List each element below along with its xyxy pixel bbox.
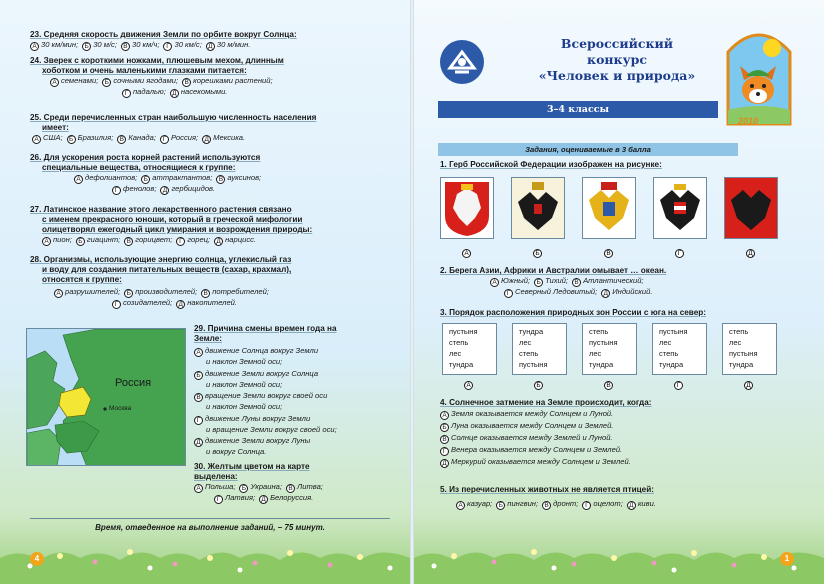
option-text: Луна оказывается между Солнцем и Землей. [451, 421, 614, 430]
option-text: Литва; [297, 482, 323, 491]
option-А[interactable] [32, 133, 63, 144]
option-text: Индийский. [612, 287, 653, 296]
option-Г[interactable] [176, 235, 210, 246]
option-text: созидателей; [123, 298, 173, 307]
coat-b-icon [512, 178, 564, 238]
option-letter-circle[interactable]: Д [214, 237, 223, 246]
option-text: Латвия; [225, 493, 256, 502]
zone-name: степь [729, 327, 749, 336]
time-note: Время, отведенное на выполнение заданий, – 75 минут. [30, 518, 390, 532]
option-Д[interactable] [601, 287, 652, 298]
option-Г[interactable] [582, 499, 622, 510]
option-letter-circle[interactable]: Д [440, 459, 449, 468]
option-Д[interactable] [627, 499, 656, 510]
option-Г[interactable] [112, 298, 172, 309]
question-5 [440, 485, 660, 510]
option-letter-circle[interactable]: Б [67, 135, 76, 144]
option-Г[interactable] [160, 133, 198, 144]
left-page [0, 0, 410, 584]
question-23-title: 23. Средняя скорость движения Земли по орбите вокруг Солнца: [30, 30, 297, 39]
coat-d-icon [654, 178, 706, 238]
question-5-options [440, 499, 660, 510]
question-3 [440, 308, 706, 318]
option-text-line-2: и наклон Земной оси; [206, 402, 283, 412]
option-В[interactable] [286, 482, 323, 493]
contest-title-line-2: конкурс [587, 52, 647, 67]
question-25 [30, 113, 316, 144]
option-Б[interactable] [440, 421, 613, 432]
option-text: оцелот; [593, 499, 623, 508]
option-letter-circle[interactable]: Д [170, 89, 179, 98]
option-А[interactable] [74, 173, 137, 184]
option-text: горицвет; [135, 235, 173, 244]
zone-name: лес [449, 349, 462, 358]
option-letter-circle[interactable]: В [124, 237, 133, 246]
option-text: Мексика. [213, 133, 246, 142]
option-letter-circle[interactable]: Б [124, 289, 133, 298]
option-text-line-1: движение Земли вокруг Солнца [205, 368, 319, 378]
question-28 [30, 255, 291, 309]
zone-letter[interactable]: Б [534, 379, 545, 390]
option-text: Тихий; [545, 276, 569, 285]
option-Б[interactable] [496, 499, 538, 510]
question-30-title-line-1: 30. Желтым цветом на карте [194, 462, 310, 471]
option-text: дефолиантов; [85, 173, 138, 182]
option-text: нарцисс. [225, 235, 257, 244]
question-24-title-line-1: 24. Зверек с короткими ножками, плюшевым мехом, длинным [30, 56, 284, 65]
option-text: 30 м/мин. [216, 40, 251, 49]
zone-letter[interactable]: Г [674, 379, 685, 390]
question-4-title: 4. Солнечное затмение на Земле происходит, когда: [440, 398, 652, 407]
option-text: пион; [53, 235, 72, 244]
option-Б[interactable] [141, 173, 212, 184]
option-text: Белоруссия. [270, 493, 314, 502]
contest-title [502, 36, 732, 84]
fox-mascot-icon [726, 24, 792, 128]
zone-name: тундра [519, 327, 544, 336]
option-letter-circle[interactable]: Г [214, 495, 223, 504]
option-text: Канада; [128, 133, 156, 142]
option-text: Северный Ледовитый; [515, 287, 598, 296]
coat-a-icon [441, 178, 493, 238]
coat-letter-e[interactable]: Д [746, 247, 757, 258]
option-text-line-1: движение Земли вокруг Луны [205, 436, 311, 446]
right-page [414, 0, 824, 584]
option-Б[interactable] [194, 369, 337, 390]
option-letter-circle[interactable]: Г [122, 89, 131, 98]
option-Б[interactable] [124, 287, 197, 298]
question-25-title-line-1: 25. Среди перечисленных стран наибольшую численность населения [30, 113, 317, 122]
zone-order-box [652, 323, 707, 375]
option-Д[interactable] [202, 133, 245, 144]
option-Д[interactable] [440, 457, 631, 468]
option-В[interactable] [216, 173, 261, 184]
zone-name: лес [589, 349, 602, 358]
grass-decoration-left [0, 538, 410, 584]
question-26-options-row-1 [30, 173, 265, 184]
question-27-title-line-2: с именем прекрасного юноши, который в греческой мифологии [42, 215, 303, 224]
option-text: Польша; [205, 482, 236, 491]
zone-name: тундра [449, 360, 474, 369]
zone-name: пустыня [729, 349, 758, 358]
contest-year: 2010 [738, 116, 759, 126]
option-Д[interactable] [194, 436, 337, 457]
option-А[interactable] [490, 276, 530, 287]
question-1 [440, 160, 662, 170]
question-27-title-line-1: 27. Латинское название этого лекарственного растения связано [30, 205, 292, 214]
zone-letter[interactable]: В [604, 379, 615, 390]
option-Б[interactable] [102, 76, 178, 87]
option-text: насекомыми. [180, 87, 228, 96]
option-text: 30 км/с; [174, 40, 202, 49]
zone-name: лес [519, 338, 532, 347]
option-text-line-1: вращение Земли вокруг своей оси [205, 391, 328, 401]
question-23-options [30, 40, 297, 51]
option-letter-circle[interactable]: Д [601, 289, 610, 298]
option-letter-circle[interactable]: Б [496, 501, 505, 510]
option-text-line-2: и наклон Земной оси; [206, 357, 283, 366]
question-5-title: 5. Из перечисленных животных не является птицей: [440, 485, 654, 494]
option-А[interactable] [30, 40, 78, 51]
option-text: потребителей; [212, 287, 269, 296]
option-letter-circle[interactable]: Б [239, 484, 248, 493]
option-В[interactable] [194, 391, 337, 412]
option-text: киви. [637, 499, 656, 508]
option-text: Россия; [170, 133, 199, 142]
option-text: производителей; [135, 287, 198, 296]
contest-title-line-1: Всероссийский [560, 36, 674, 51]
option-letter-circle[interactable]: В [286, 484, 295, 493]
option-letter-circle[interactable]: Г [194, 416, 203, 425]
option-text: гиацинт; [86, 235, 121, 244]
contest-logo-icon [438, 38, 486, 86]
question-4 [440, 398, 652, 468]
option-В[interactable] [201, 287, 269, 298]
option-letter-circle[interactable]: Г [163, 42, 172, 51]
option-Д[interactable] [160, 184, 215, 195]
option-letter-circle[interactable]: Г [112, 300, 121, 309]
option-text: семенами; [61, 76, 99, 85]
option-text: Меркурий оказывается между Солнцем и Землей. [451, 457, 631, 466]
question-26-title-line-2: специальные вещества, относящиеся к группе: [42, 163, 236, 172]
option-Г[interactable] [440, 445, 622, 456]
zone-order-box [512, 323, 567, 375]
fox-mascot [726, 24, 792, 128]
option-text: Украина; [250, 482, 283, 491]
option-text: Солнце оказывается между Землей и Луной. [451, 433, 613, 442]
option-А[interactable] [456, 499, 492, 510]
option-Б[interactable] [76, 235, 120, 246]
option-letter-circle[interactable]: В [440, 435, 449, 444]
option-В[interactable] [121, 40, 160, 51]
option-В[interactable] [182, 76, 272, 87]
option-Г[interactable] [214, 493, 255, 504]
option-text: накопителей. [187, 298, 237, 307]
question-26-options-row-2 [30, 184, 265, 195]
zone-name: пустыня [449, 327, 478, 336]
coat-letter-a[interactable]: А [462, 247, 473, 258]
map-label-russia: Россия [115, 377, 152, 389]
option-letter-circle[interactable]: А [440, 411, 449, 420]
question-28-options-row-1 [30, 287, 291, 298]
question-24-options-row-2 [30, 87, 284, 98]
option-letter-circle[interactable]: Б [440, 423, 449, 432]
coat-letter-d[interactable]: Г [675, 247, 686, 258]
question-24-options-row-1 [30, 76, 284, 87]
question-2 [440, 266, 666, 298]
option-В[interactable] [542, 499, 578, 510]
page-number-right: 1 [780, 552, 794, 566]
zone-name: пустыня [659, 327, 688, 336]
question-2-options-row-2 [440, 287, 666, 298]
option-letter-circle[interactable]: Г [582, 501, 591, 510]
question-30-title-line-2: выделена: [194, 472, 238, 481]
question-4-options [440, 409, 652, 468]
option-letter-circle[interactable]: А [74, 175, 83, 184]
option-Д[interactable] [259, 493, 313, 504]
option-text: 30 м/с; [93, 40, 117, 49]
option-Д[interactable] [176, 298, 237, 309]
question-24 [30, 56, 284, 98]
option-letter-circle[interactable]: В [216, 175, 225, 184]
zone-name: степь [659, 349, 679, 358]
option-letter-circle[interactable]: Д [206, 42, 215, 51]
option-letter-circle[interactable]: Г [176, 237, 185, 246]
option-Г[interactable] [122, 87, 166, 98]
coat-of-arms-a [440, 177, 494, 239]
option-letter-circle[interactable]: Б [76, 237, 85, 246]
option-text: аттрактантов; [152, 173, 213, 182]
option-text-line-2: и вокруг Солнца. [206, 447, 267, 457]
option-letter-circle[interactable]: Г [504, 289, 513, 298]
option-В[interactable] [440, 433, 613, 444]
question-26 [30, 153, 265, 195]
question-29 [194, 324, 337, 457]
option-letter-circle[interactable]: А [54, 289, 63, 298]
option-А[interactable] [194, 482, 235, 493]
zone-order-box [722, 323, 777, 375]
zone-letter[interactable]: Д [744, 379, 755, 390]
option-Г[interactable] [112, 184, 156, 195]
option-В[interactable] [124, 235, 172, 246]
question-29-title-line-2: Земле: [194, 334, 223, 343]
option-text: падалью; [133, 87, 166, 96]
zone-name: пустыня [519, 360, 548, 369]
option-Г[interactable] [194, 414, 337, 435]
option-text-line-2: и вращение Земли вокруг своей оси; [206, 424, 337, 434]
question-30-options-row-1 [194, 482, 327, 493]
map-label-moscow: Москва [109, 405, 132, 412]
question-27-options [30, 235, 312, 246]
option-letter-circle[interactable]: Д [627, 501, 636, 510]
option-text-line-1: движение Луны вокруг Земли [205, 413, 311, 423]
zone-name: степь [519, 349, 539, 358]
option-Б[interactable] [67, 133, 114, 144]
europe-map [26, 328, 186, 466]
option-Г[interactable] [504, 287, 597, 298]
question-30 [194, 462, 327, 504]
option-letter-circle[interactable]: В [572, 278, 581, 287]
option-text: сочными ягодами; [113, 76, 179, 85]
coat-letter-c[interactable]: В [604, 247, 615, 258]
option-text: казуар; [467, 499, 493, 508]
question-27 [30, 205, 312, 246]
coat-of-arms-c [582, 177, 636, 239]
coat-c-icon [583, 178, 635, 238]
option-letter-circle[interactable]: Б [141, 175, 150, 184]
option-letter-circle[interactable]: В [201, 289, 210, 298]
question-28-title-line-3: относятся к группе: [42, 275, 122, 284]
map-graphic [27, 329, 186, 466]
zone-name: тундра [589, 360, 614, 369]
option-Д[interactable] [206, 40, 251, 51]
option-letter-circle[interactable]: Д [259, 495, 268, 504]
option-letter-circle[interactable]: А [42, 237, 51, 246]
option-letter-circle[interactable]: Д [176, 300, 185, 309]
contest-title-line-3: «Человек и природа» [538, 68, 696, 83]
zone-order-box [442, 323, 497, 375]
option-Д[interactable] [214, 235, 256, 246]
option-letter-circle[interactable]: А [194, 348, 203, 357]
question-3-title: 3. Порядок расположения природных зон России с юга на север: [440, 308, 707, 317]
coat-letter-b[interactable]: Б [533, 247, 544, 258]
option-letter-circle[interactable]: А [490, 278, 499, 287]
option-letter-circle[interactable]: Д [160, 186, 169, 195]
grass-decoration-right [414, 538, 824, 584]
option-text: разрушителей; [65, 287, 121, 296]
question-2-options-row-1 [440, 276, 666, 287]
option-text: ауксинов; [227, 173, 262, 182]
zone-name: степь [449, 338, 469, 347]
zone-name: степь [589, 327, 609, 336]
option-text-line-2: и наклон Земной оси; [206, 379, 283, 389]
option-letter-circle[interactable]: В [117, 135, 126, 144]
option-text: фенолов; [123, 184, 157, 193]
page-number-left: 4 [30, 552, 44, 566]
option-text: корешками растений; [193, 76, 273, 85]
option-letter-circle[interactable]: А [30, 42, 39, 51]
option-letter-circle[interactable]: В [121, 42, 130, 51]
option-letter-circle[interactable]: В [182, 78, 191, 87]
option-text: США; [43, 133, 63, 142]
question-28-title-line-1: 28. Организмы, использующие энергию солнца, углекислый газ [30, 255, 292, 264]
option-text: Южный; [501, 276, 531, 285]
option-text: Земля оказывается между Солнцем и Луной. [451, 409, 614, 418]
coat-of-arms-b [511, 177, 565, 239]
option-letter-circle[interactable]: А [194, 484, 203, 493]
question-1-title: 1. Герб Российской Федерации изображен на рисунке: [440, 160, 662, 169]
question-25-title-line-2: имеет: [42, 123, 69, 132]
zone-name: лес [729, 338, 742, 347]
option-Д[interactable] [170, 87, 228, 98]
option-text: Венера оказывается между Солнцем и Землей. [451, 445, 623, 454]
option-text: Бразилия; [77, 133, 114, 142]
option-letter-circle[interactable]: В [194, 393, 203, 402]
option-text: горец; [187, 235, 211, 244]
question-29-options [194, 346, 337, 457]
question-26-title-line-1: 26. Для ускорения роста корней растений используются [30, 153, 261, 162]
question-23 [30, 30, 297, 51]
option-text: дронт; [553, 499, 579, 508]
zone-name: пустыня [589, 338, 618, 347]
coat-of-arms-d [653, 177, 707, 239]
option-letter-circle[interactable]: Г [440, 447, 449, 456]
question-2-title: 2. Берега Азии, Африки и Австралии омывает … океан. [440, 266, 667, 275]
option-А[interactable] [440, 409, 613, 420]
option-letter-circle[interactable]: А [50, 78, 59, 87]
question-30-options-row-2 [194, 493, 327, 504]
coat-e-icon [725, 178, 777, 238]
question-24-title-line-2: хоботком и очень маленькими глазками питается: [42, 66, 247, 75]
option-letter-circle[interactable]: Б [82, 42, 91, 51]
zone-name: тундра [659, 360, 684, 369]
option-letter-circle[interactable]: Б [194, 371, 203, 380]
question-28-title-line-2: и воду для создания питательных веществ (сахар, крахмал), [42, 265, 292, 274]
option-В[interactable] [572, 276, 643, 287]
option-letter-circle[interactable]: В [542, 501, 551, 510]
question-28-options-row-2 [30, 298, 291, 309]
option-Г[interactable] [163, 40, 201, 51]
question-29-title-line-1: 29. Причина смены времен года на [194, 324, 337, 333]
option-А[interactable] [54, 287, 120, 298]
option-А[interactable] [50, 76, 98, 87]
grade-bar: 3–4 классы [438, 101, 718, 118]
option-text: 30 км/ч; [131, 40, 160, 49]
option-А[interactable] [194, 346, 337, 367]
option-letter-circle[interactable]: Д [194, 438, 203, 447]
option-letter-circle[interactable]: Г [160, 135, 169, 144]
zone-letter[interactable]: А [464, 379, 475, 390]
option-text: гербицидов. [171, 184, 216, 193]
option-letter-circle[interactable]: Д [202, 135, 211, 144]
question-25-options [30, 133, 316, 144]
zone-name: тундра [729, 360, 754, 369]
option-text: 30 км/мин; [41, 40, 79, 49]
option-В[interactable] [117, 133, 156, 144]
option-Б[interactable] [239, 482, 282, 493]
option-text: пингвин; [507, 499, 539, 508]
option-letter-circle[interactable]: Б [534, 278, 543, 287]
option-А[interactable] [42, 235, 72, 246]
option-letter-circle[interactable]: Г [112, 186, 121, 195]
option-letter-circle[interactable]: А [456, 501, 465, 510]
zone-name: лес [659, 338, 672, 347]
section-header: Задания, оцениваемые в 3 балла [438, 143, 738, 156]
option-letter-circle[interactable]: А [32, 135, 41, 144]
question-27-title-line-3: олицетворял ежегодный цикл умирания и возрождения природы: [42, 225, 313, 234]
zone-order-box [582, 323, 637, 375]
option-text-line-1: движение Солнца вокруг Земли [205, 346, 319, 355]
coat-of-arms-e [724, 177, 778, 239]
option-letter-circle[interactable]: Б [102, 78, 111, 87]
option-text: Атлантический; [583, 276, 644, 285]
option-Б[interactable] [82, 40, 117, 51]
option-Б[interactable] [534, 276, 568, 287]
